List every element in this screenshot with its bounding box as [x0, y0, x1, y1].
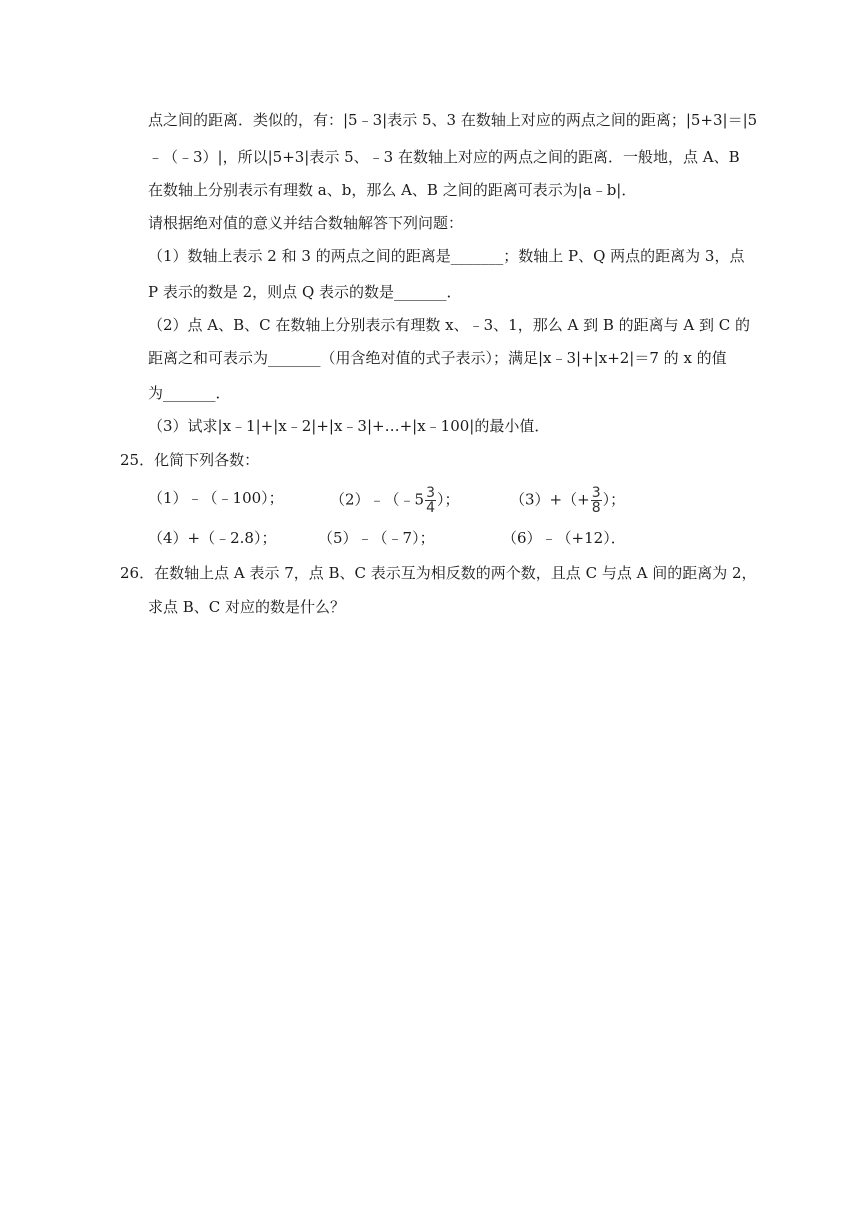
- sub-question-2-line: （2）点 A、B、C 在数轴上分别表示有理数 x、﹣3、1，那么 A 到 B 的距离与 A 到 C 的: [148, 316, 751, 334]
- sub-question-2-line: 为_______．: [148, 384, 231, 402]
- item-text: ）；: [602, 490, 626, 509]
- q25-item-2: [330, 486, 460, 515]
- question-line: 26．在数轴上点 A 表示 7，点 B、C 表示互为相反数的两个数，且点 C 与点 A 间的距离为 2，: [120, 564, 757, 582]
- question-title: 25．化简下列各数：: [120, 451, 260, 469]
- fraction: [591, 486, 602, 515]
- item-text: （2）﹣（﹣5: [330, 490, 425, 509]
- numerator: 3: [591, 485, 601, 501]
- text-line: 在数轴上分别表示有理数 a、b，那么 A、B 之间的距离可表示为|a﹣b|．: [148, 181, 637, 199]
- q25-item-6: [502, 526, 626, 550]
- q25-item-4: [148, 526, 276, 550]
- q25-item-1: [148, 486, 284, 510]
- item-text: （6）﹣（+12）．: [502, 529, 626, 547]
- denominator: 8: [591, 500, 601, 516]
- text-line: ﹣（﹣3）|，所以|5+3|表示 5、﹣3 在数轴上对应的两点之间的距离．一般地，点 A、B: [148, 148, 740, 166]
- text-line: 点之间的距离．类似的，有：|5﹣3|表示 5、3 在数轴上对应的两点之间的距离；|5+3|＝|5: [148, 111, 758, 129]
- q25-item-5: [318, 526, 435, 550]
- item-text: ）；: [437, 490, 460, 509]
- fraction: [425, 486, 436, 515]
- q25-item-3: [510, 486, 625, 515]
- item-text: （5）﹣（﹣7）；: [318, 529, 435, 547]
- item-text: （3）+（+: [510, 490, 590, 509]
- sub-question-1-line: P 表示的数是 2，则点 Q 表示的数是_______．: [148, 283, 462, 301]
- sub-question-2-line: 距离之和可表示为_______（用含绝对值的式子表示）；满足|x﹣3|+|x+2|＝7 的 x 的值: [148, 349, 727, 367]
- question-line: 求点 B、C 对应的数是什么？: [148, 598, 346, 616]
- sub-question-3-line: （3）试求|x﹣1|+|x﹣2|+|x﹣3|+…+|x﹣100|的最小值．: [148, 417, 550, 435]
- numerator: 3: [426, 485, 436, 501]
- denominator: 4: [426, 500, 436, 516]
- item-text: （1）﹣（﹣100）；: [148, 489, 284, 507]
- sub-question-1-line: （1）数轴上表示 2 和 3 的两点之间的距离是_______；数轴上 P、Q 两点的距离为 3，点: [148, 247, 745, 265]
- text-line: 请根据绝对值的意义并结合数轴解答下列问题：: [148, 214, 464, 232]
- item-text: （4）+（﹣2.8）；: [148, 529, 277, 547]
